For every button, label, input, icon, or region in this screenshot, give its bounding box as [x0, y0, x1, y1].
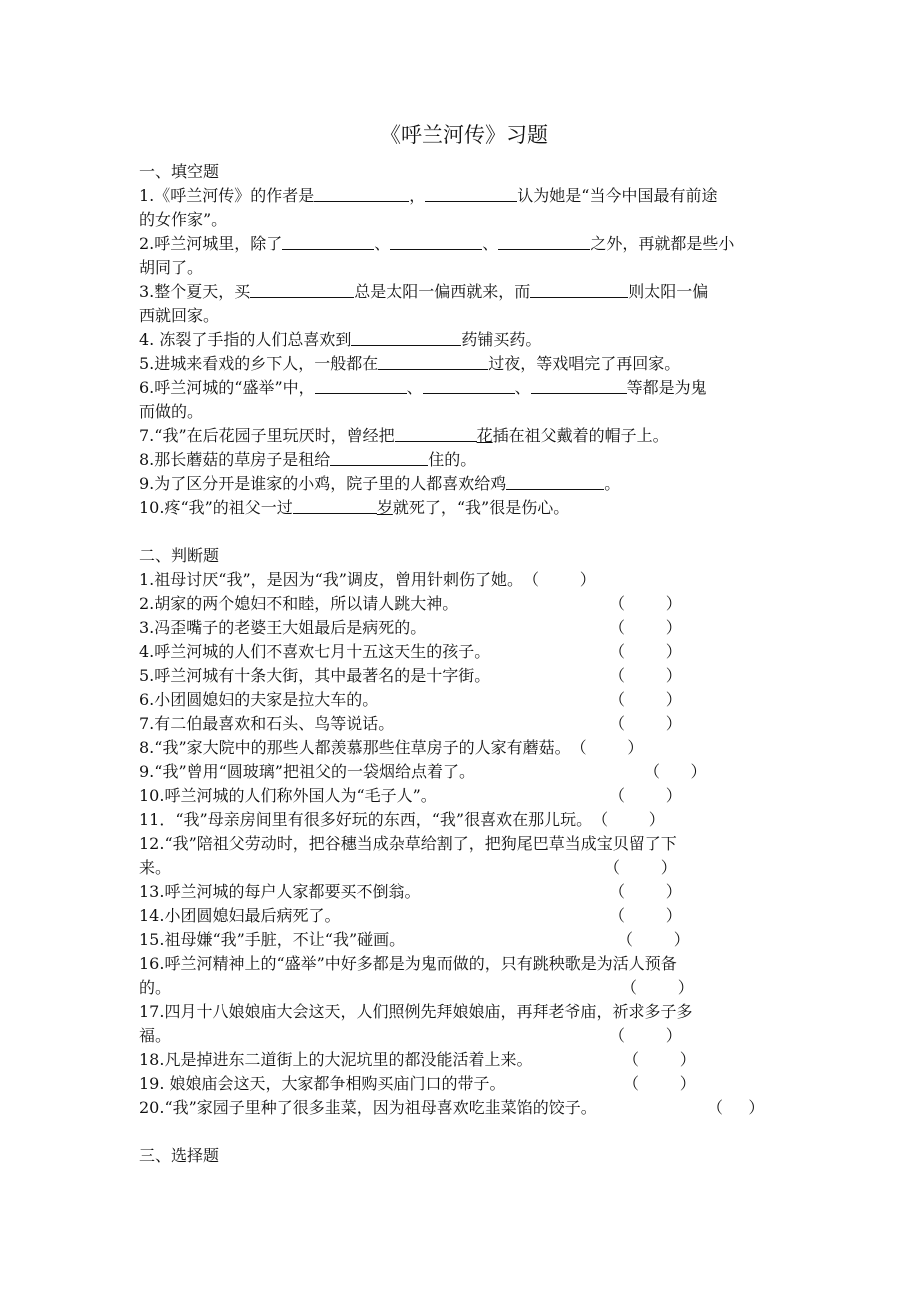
answer-paren[interactable]: （ ） — [623, 1050, 696, 1069]
answer-blank[interactable] — [530, 281, 628, 298]
answer-paren[interactable]: （ ） — [609, 714, 682, 733]
answer-blank[interactable] — [531, 377, 627, 394]
question-9: 9.为了区分开是谁家的小鸡，院子里的人都喜欢给鸡 。 — [139, 474, 621, 493]
answer-paren[interactable]: （ ） — [604, 858, 677, 877]
judge-item-14: 14.小团圆媳妇最后病死了。 （ ） — [139, 904, 789, 928]
judge-item-19: 19. 娘娘庙会这天，大家都争相购买庙门口的带子。 （ ） — [139, 1072, 789, 1096]
answer-blank[interactable] — [250, 281, 354, 298]
judge-item-5: 5.呼兰河城有十条大街，其中最著名的是十字街。 （ ） — [139, 664, 789, 688]
answer-blank[interactable] — [315, 377, 407, 394]
judge-item-16: 16.呼兰河精神上的“盛举”中好多都是为鬼而做的，只有跳秧歌是为活人预备 的。 （ ） — [139, 954, 694, 997]
answer-paren[interactable]: （ ） — [609, 642, 682, 661]
answer-blank[interactable] — [395, 425, 477, 442]
judge-item-7: 7.有二伯最喜欢和石头、鸟等说话。 （ ） — [139, 712, 789, 736]
judge-item-20: 20.“我”家园子里种了很多韭菜，因为祖母喜欢吃韭菜馅的饺子。 （ ） — [139, 1096, 789, 1120]
answer-blank[interactable] — [293, 497, 377, 514]
judge-item-17: 17.四月十八娘娘庙大会这天，人们照例先拜娘娘庙，再拜老爷庙，祈求多子多 福。 （ ） — [139, 1002, 693, 1045]
answer-paren[interactable]: （ ） — [609, 618, 682, 637]
answer-blank[interactable] — [423, 377, 515, 394]
answer-paren[interactable]: （ ） — [609, 690, 682, 709]
section-true-false-heading: 二、判断题 — [139, 546, 220, 565]
spacer — [139, 1120, 789, 1144]
section-fill-blank-heading: 一、填空题 — [139, 162, 220, 181]
answer-blank[interactable] — [506, 473, 604, 490]
answer-paren[interactable]: （ ） — [609, 666, 682, 685]
question-5: 5.进城来看戏的乡下人，一般都在 过夜，等戏唱完了再回家。 — [139, 354, 681, 373]
answer-paren[interactable]: （ ） — [523, 570, 596, 589]
answer-paren[interactable]: （ ） — [644, 762, 707, 781]
judge-item-10: 10.呼兰河城的人们称外国人为“毛子人”。 （ ） — [139, 784, 789, 808]
judge-item-11: 11．“我”母亲房间里有很多好玩的东西，“我”很喜欢在那儿玩。 （ ） — [139, 808, 789, 832]
question-7: 7.“我”在后花园子里玩厌时，曾经把 花插在祖父戴着的帽子上。 — [139, 426, 669, 445]
answer-blank[interactable] — [351, 329, 461, 346]
question-2: 2.呼兰河城里，除了 、 、 之外，再就都是些小 胡同了。 — [139, 234, 735, 277]
answer-blank[interactable] — [390, 233, 482, 250]
answer-paren[interactable]: （ ） — [609, 1026, 682, 1045]
judge-item-1: 1.祖母讨厌“我”，是因为“我”调皮，曾用针刺伤了她。 （ ） — [139, 568, 789, 592]
judge-item-9: 9.“我”曾用“圆玻璃”把祖父的一袋烟给点着了。 （ ） — [139, 760, 789, 784]
question-1: 1.《呼兰河传》的作者是 ， 认为她是“当今中国最有前途 的女作家”。 — [139, 186, 718, 229]
answer-paren[interactable]: （ ） — [623, 1074, 696, 1093]
page-title: 《呼兰河传》习题 — [380, 123, 548, 147]
answer-blank[interactable] — [314, 185, 409, 202]
section-multiple-choice-heading: 三、选择题 — [139, 1146, 220, 1165]
answer-paren[interactable]: （ ） — [707, 1098, 765, 1117]
judge-item-2: 2.胡家的两个媳妇不和睦，所以请人跳大神。 （ ） — [139, 592, 789, 616]
judge-item-13: 13.呼兰河城的每户人家都要买不倒翁。 （ ） — [139, 880, 789, 904]
spacer — [139, 520, 789, 544]
question-10: 10.疼“我”的祖父一过 岁就死了，“我”很是伤心。 — [139, 498, 570, 517]
judge-item-12: 12.“我”陪祖父劳动时，把谷穗当成杂草给割了，把狗尾巴草当成宝贝留了下 来。 （ ） — [139, 834, 677, 877]
answer-paren[interactable]: （ ） — [621, 978, 694, 997]
answer-paren[interactable]: （ ） — [617, 930, 690, 949]
answer-blank[interactable] — [425, 185, 517, 202]
answer-paren[interactable]: （ ） — [592, 810, 665, 829]
answer-blank[interactable] — [282, 233, 374, 250]
judge-item-18: 18.凡是掉进东二道街上的大泥坑里的都没能活着上来。 （ ） — [139, 1048, 789, 1072]
question-4: 4. 冻裂了手指的人们总喜欢到 药铺买药。 — [139, 330, 542, 349]
answer-blank[interactable] — [330, 449, 428, 466]
judge-item-8: 8.“我”家大院中的那些人都羡慕那些住草房子的人家有蘑菇。 （ ） — [139, 736, 789, 760]
answer-blank[interactable] — [498, 233, 590, 250]
question-8: 8.那长蘑菇的草房子是租给 住的。 — [139, 450, 477, 469]
answer-paren[interactable]: （ ） — [609, 786, 682, 805]
answer-paren[interactable]: （ ） — [609, 906, 682, 925]
question-6: 6.呼兰河城的“盛举”中， 、 、 等都是为鬼 而做的。 — [139, 378, 707, 421]
judge-item-15: 15.祖母嫌“我”手脏，不让“我”碰画。 （ ） — [139, 928, 789, 952]
judge-item-6: 6.小团圆媳妇的夫家是拉大车的。 （ ） — [139, 688, 789, 712]
question-3: 3.整个夏天，买 总是太阳一偏西就来，而 则太阳一偏 西就回家。 — [139, 282, 709, 325]
worksheet — [139, 120, 789, 1168]
answer-paren[interactable]: （ ） — [609, 882, 682, 901]
judge-item-3: 3.冯歪嘴子的老婆王大姐最后是病死的。 （ ） — [139, 616, 789, 640]
answer-blank[interactable] — [378, 353, 488, 370]
judge-item-4: 4.呼兰河城的人们不喜欢七月十五这天生的孩子。 （ ） — [139, 640, 789, 664]
answer-paren[interactable]: （ ） — [609, 594, 682, 613]
answer-paren[interactable]: （ ） — [570, 738, 644, 757]
